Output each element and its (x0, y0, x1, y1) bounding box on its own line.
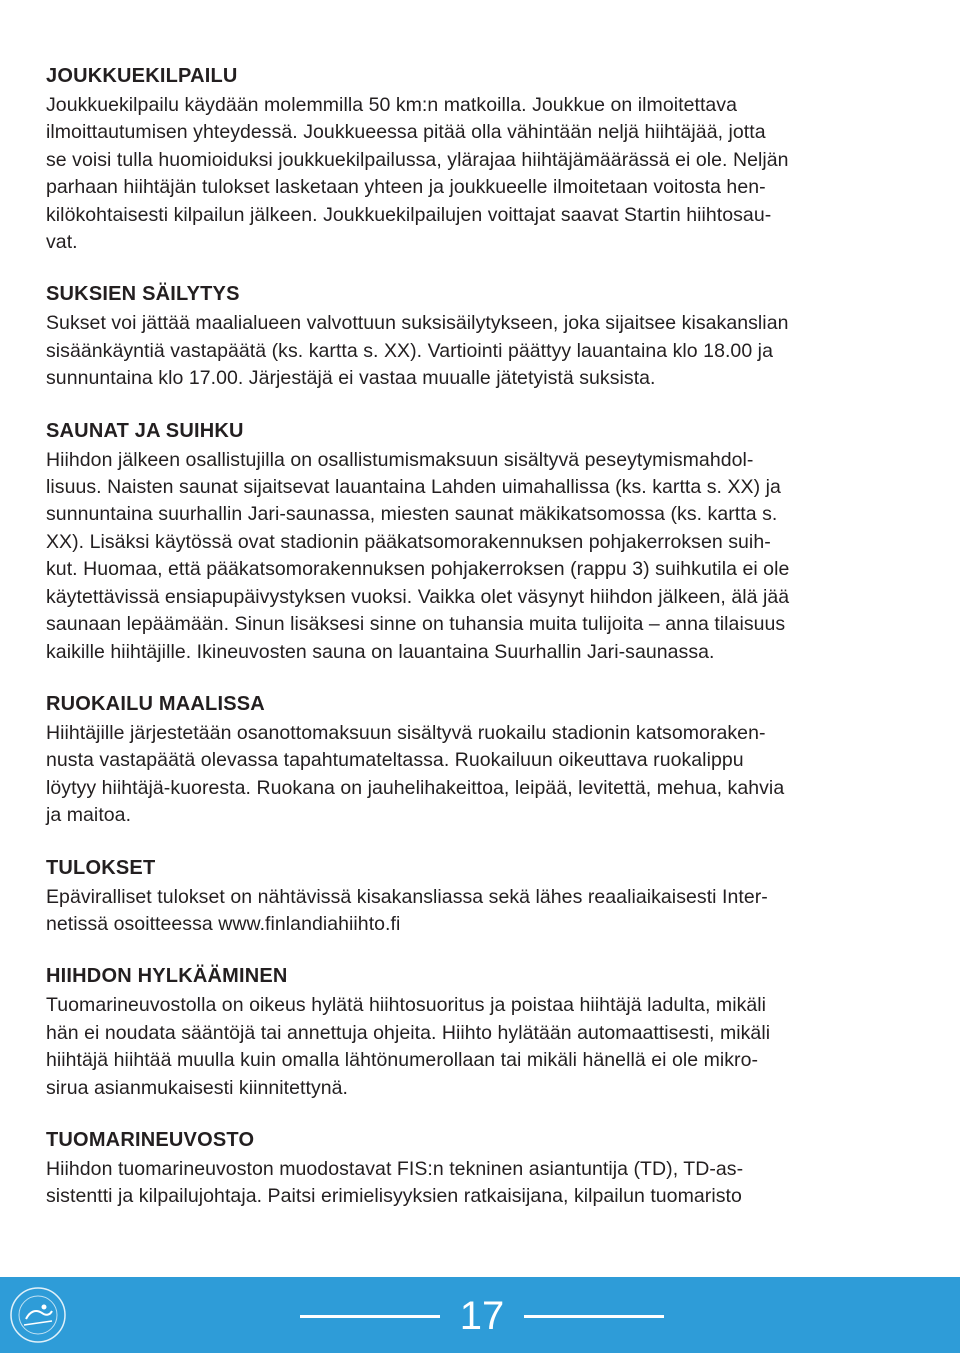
footer-rule-left (300, 1315, 440, 1318)
section-heading: TULOKSET (46, 856, 156, 879)
section-text: Sukset voi jättää maalialueen valvottuun suksisäilytykseen, joka sijaitsee kisakanslian sisäänkäyntiä vastapäätä (ks. kartta s. XX). Vartiointi päättyy lauantaina klo 18.00 ja sunnuntaina klo 17.00. Järjestäjä ei vastaa muualle jätetyistä suksista. (46, 312, 789, 390)
page-number: 17 (459, 1294, 505, 1338)
section-text: Hiihdon jälkeen osallistujilla on osallistumismaksuun sisältyvä peseytymismahdol- lisuus. Naisten saunat sijaitsevat lauantaina Lahden uimahallissa (ks. kartta s. XX) ja sunnuntaina suurhallin Jari-saunassa, miesten saunat mäkikatsomossa (ks. kartta s. XX). Lisäksi käytössä ovat stadionin pääkatsomorakennuksen pohjakerroksen suih- kut. Huomaa, että pääkatsomorakennuksen pohjakerroksen (rappu 3) suihkutila ei ole käytettävissä ensiapupäivystyksen vuoksi. Vaikka olet väsynyt hiihdon jälkeen, älä jää saunaan lepäämään. Sinun lisäksesi sinne on tuhansia muita tulijoita – anna tilaisuus kaikille hiihtäjille. Ikineuvosten sauna on lauantaina Suurhallin Jari-saunassa. (46, 448, 790, 663)
section-text: Tuomarineuvostolla on oikeus hylätä hiihtosuoritus ja poistaa hiihtäjä ladulta, mikäli hän ei noudata sääntöjä tai annettuja ohjeita. Hiihto hylätään automaattisesti, mikäli hiihtäjä hiihtää muulla kuin omalla lähtönumerollaan tai mikäli hänellä ei ole mikro- sirua asianmukaisesti kiinnitettynä. (46, 994, 771, 1099)
section-text: Hiihdon tuomarineuvoston muodostavat FIS:n tekninen asiantuntija (TD), TD-as- sistentti ja kilpailujohtaja. Paitsi erimielisyyksien ratkaisijana, kilpailun tuomaristo (46, 1157, 744, 1208)
section-heading: HIIHDON HYLKÄÄMINEN (46, 965, 288, 988)
section-heading: JOUKKUEKILPAILU (46, 65, 238, 87)
section-text: Joukkuekilpailu käydään molemmilla 50 km:n matkoilla. Joukkue on ilmoitettava ilmoittautumisen yhteydessä. Joukkueessa pitää olla vähintään neljä hiihtäjää, jotta se voisi tulla huomioiduksi joukkuekilpailussa, ylärajaa hiihtäjämäärässä ei ole. Neljän parhaan hiihtäjän tulokset lasketaan yhteen ja joukkueelle ilmoitetaan voitosta hen- kilökohtaisesti kilpailun jälkeen. Joukkuekilpailujen voittajat saavat Startin hiihtosau- vat. (46, 94, 789, 254)
section-hiihdon-hylkaaminen (46, 962, 916, 1102)
section-suksien-sailytys (46, 280, 916, 392)
document-body (46, 62, 916, 1235)
section-joukkuekilpailu (46, 62, 916, 256)
section-tuomarineuvosto (46, 1126, 916, 1211)
section-tulokset (46, 854, 916, 939)
section-text: Hiihtäjille järjestetään osanottomaksuun sisältyvä ruokailu stadionin katsomoraken- nusta vastapäätä olevassa tapahtumateltassa. Ruokailuun oikeuttava ruokalippu löytyy hiihtäjä-kuoresta. Ruokana on jauhelihakeittoa, leipää, levitettä, mehua, kahvia ja maitoa. (46, 721, 785, 827)
page-footer (0, 1277, 960, 1353)
section-heading: SAUNAT JA SUIHKU (46, 419, 244, 442)
footer-rule-right (524, 1315, 664, 1318)
section-heading: TUOMARINEUVOSTO (46, 1128, 255, 1151)
section-ruokailu-maalissa (46, 690, 916, 830)
finlandia-hiihto-logo-icon (6, 1283, 70, 1347)
section-text: Epäviralliset tulokset on nähtävissä kisakansliassa sekä lähes reaaliaikaisesti Inter- netissä osoitteessa www.finlandiahiihto.fi (46, 885, 768, 935)
section-heading: RUOKAILU MAALISSA (46, 692, 265, 715)
section-heading: SUKSIEN SÄILYTYS (46, 283, 240, 306)
section-saunat-ja-suihku (46, 417, 916, 666)
